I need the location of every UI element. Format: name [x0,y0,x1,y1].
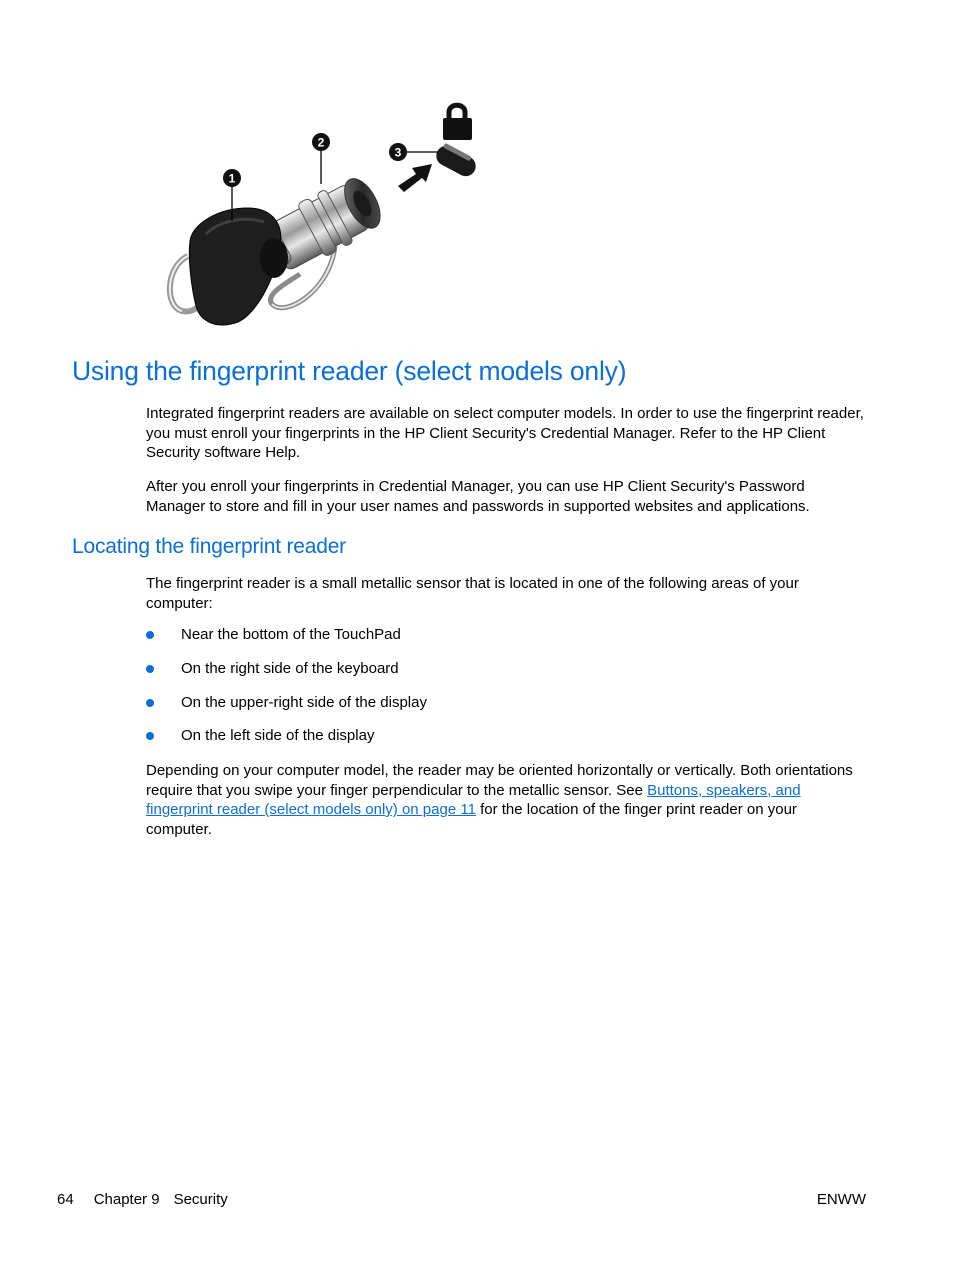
list-item [146,692,427,726]
list-item [146,658,427,692]
bullet-icon [146,699,154,707]
orientation-text-end: for the location of the finger print reader on your computer. [146,801,797,838]
list-item [146,725,427,759]
footer-section: Security [173,1191,228,1208]
subsection-heading: Locating the fingerprint reader [72,535,346,558]
page-reference-link[interactable]: Buttons, speakers, and fingerprint reader (select models only) on page 11 [146,781,801,818]
orientation-text: Depending on your computer model, the reader may be oriented horizontally or vertically. Both orientations require that you swipe your finger perpendicular to the metallic sensor. See [146,762,853,799]
page-number: 64 [57,1191,74,1208]
arrow-icon [398,164,432,192]
callout-2 [312,133,330,184]
intro-paragraph: Integrated fingerprint readers are available on select computer models. In order to use the fingerprint reader, you must enroll your fingerprints in the HP Client Security's Credential Manager. Refer to the HP Client Security software Help. [146,405,864,461]
bullet-icon [146,631,154,639]
svg-text:2: 2 [317,135,325,150]
locating-intro-paragraph: The fingerprint reader is a small metallic sensor that is located in one of the following areas of your computer: [146,575,799,612]
list-item [146,624,427,658]
svg-text:1: 1 [228,171,236,186]
bullet-icon [146,732,154,740]
footer-chapter: Chapter 9 [93,1191,160,1208]
enroll-paragraph: After you enroll your fingerprints in Credential Manager, you can use HP Client Security's Password Manager to store and fill in your user names and passwords in supported websites and applications. [146,478,810,515]
footer-right: ENWW [816,1191,866,1208]
location-list [146,624,427,759]
list-item-text: On the left side of the display [181,727,375,745]
orientation-paragraph [146,761,866,839]
security-slot-icon [433,142,479,179]
padlock-icon [443,105,472,140]
list-item-text: Near the bottom of the TouchPad [181,626,401,643]
list-item-text: On the upper-right side of the display [181,693,427,711]
footer-left [57,1191,228,1208]
cable-lock-key-icon [189,170,388,325]
list-item-text: On the right side of the keyboard [181,659,399,677]
svg-text:3: 3 [394,145,402,160]
bullet-icon [146,665,154,673]
callout-3 [389,143,438,161]
section-heading: Using the fingerprint reader (select models only) [72,356,627,386]
cable-lock-illustration [160,96,490,332]
